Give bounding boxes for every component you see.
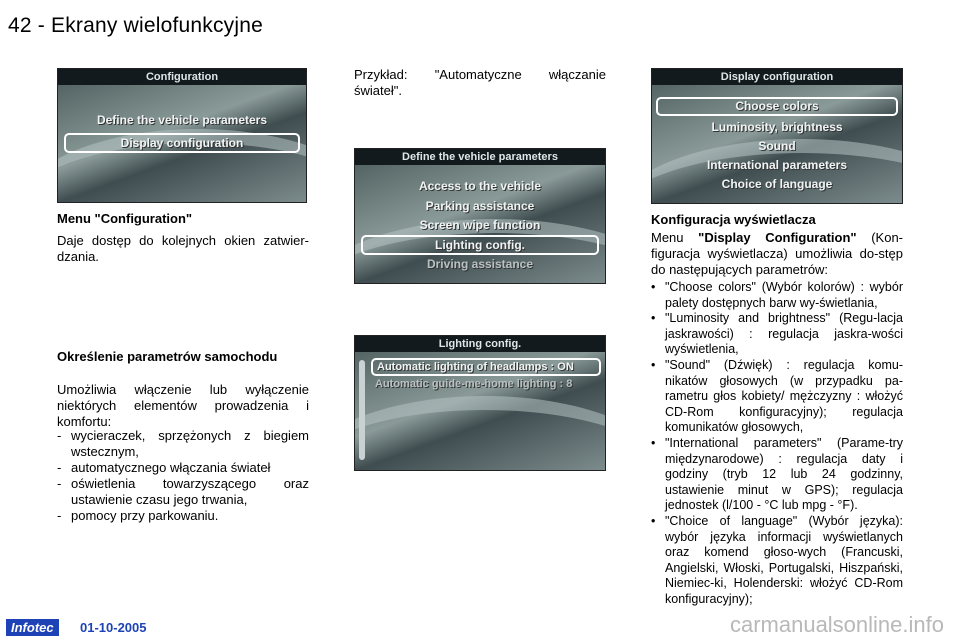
screen-title: Configuration bbox=[58, 69, 306, 85]
menu-item-screen-wipe-function: Screen wipe function bbox=[419, 218, 541, 232]
bullet-icon: • bbox=[651, 357, 656, 372]
text-vehicle-parameters: Umożliwia włączenie lub wyłączenie niektórych elementów prowadzenia i komfortu: bbox=[57, 382, 309, 429]
list-item-text: oświetlenia towarzyszącego oraz ustawienie czasu jego trwania, bbox=[71, 476, 309, 507]
list-item-text: "Choice of language" (Wybór języka): wybór języka informacji wyświetlanych oraz komend głoso-wych (Francuski, Angielski, Włoski, Portugalski, Hiszpański, Niemiec-ki, Holenderski: włożyć CD-Rom konfiguracyjny); bbox=[665, 513, 903, 606]
list-item bbox=[57, 428, 309, 460]
list-item-text: "Luminosity and brightness" (Regu-lacja jaskrawości) : regulacja jaskra-wości wyświetlenia, bbox=[665, 311, 903, 357]
text-display-configuration-intro bbox=[651, 230, 903, 278]
list-item bbox=[651, 514, 903, 608]
list-item bbox=[57, 476, 309, 508]
screen-lighting-config bbox=[354, 335, 606, 471]
list-item bbox=[57, 460, 309, 476]
list-item bbox=[651, 358, 903, 436]
page-header: 42 - Ekrany wielofunkcyjne bbox=[8, 14, 263, 37]
text-example: Przykład: "Automatyczne włączanie świateł". bbox=[354, 67, 606, 98]
list-dash: - bbox=[57, 476, 62, 491]
intro-menu-name: "Display Configuration" bbox=[698, 230, 857, 245]
bullet-icon: • bbox=[651, 513, 656, 528]
list-vehicle-parameters bbox=[57, 428, 309, 524]
list-item-text: "Choose colors" (Wybór kolorów) : wybór palety dostępnych barw wy-świetlania, bbox=[665, 280, 903, 310]
menu-item-access-to-vehicle: Access to the vehicle bbox=[418, 179, 542, 193]
list-item bbox=[651, 280, 903, 311]
list-dash: - bbox=[57, 428, 62, 443]
menu-item-lighting-config: Lighting config. bbox=[361, 235, 599, 255]
menu-item-define-vehicle-parameters: Define the vehicle parameters bbox=[96, 113, 268, 127]
heading-menu-configuration: Menu "Configuration" bbox=[57, 211, 193, 226]
list-item bbox=[57, 508, 309, 524]
list-item-text: wycieraczek, sprzężonych z biegiem wstecznym, bbox=[71, 428, 309, 459]
footer-date: 01-10-2005 bbox=[80, 620, 147, 635]
menu-item-luminosity-brightness: Luminosity, brightness bbox=[711, 120, 843, 134]
screen-define-vehicle-parameters bbox=[354, 148, 606, 284]
menu-item-parking-assistance: Parking assistance bbox=[425, 199, 535, 213]
scrollbar bbox=[359, 360, 365, 460]
list-item-text: "Sound" (Dźwięk) : regulacja komu-nikatów głosowych (w przypadku pa-rametru głos kobiety/ mężczyzny : włożyć CD-Rom konfiguracyjny); regulacja komunikatów głosowych, bbox=[665, 357, 903, 435]
text-menu-configuration: Daje dostęp do kolejnych okien zatwier-dzania. bbox=[57, 233, 309, 264]
list-item-text: pomocy przy parkowaniu. bbox=[71, 508, 219, 523]
list-item bbox=[651, 436, 903, 514]
screen-title: Define the vehicle parameters bbox=[355, 149, 605, 165]
option-automatic-lighting-headlamps: Automatic lighting of headlamps : ON bbox=[371, 358, 601, 376]
menu-item-choice-of-language: Choice of language bbox=[721, 177, 833, 191]
option-guide-me-home-lighting: Automatic guide-me-home lighting : 8 bbox=[375, 378, 573, 390]
heading-vehicle-parameters: Określenie parametrów samochodu bbox=[57, 349, 278, 364]
menu-item-choose-colors: Choose colors bbox=[656, 97, 898, 116]
screen-configuration bbox=[57, 68, 307, 203]
heading-display-configuration: Konfiguracja wyświetlacza bbox=[651, 212, 816, 227]
bullet-icon: • bbox=[651, 280, 656, 294]
bullet-icon: • bbox=[651, 311, 656, 326]
infotec-logo: Infotec bbox=[6, 619, 59, 636]
bullet-icon: • bbox=[651, 435, 656, 450]
intro-rest: (Kon-figuracja wyświetlacza) umożliwia do-stęp do następujących parametrów: bbox=[651, 230, 903, 277]
screen-title: Display configuration bbox=[652, 69, 902, 85]
list-item bbox=[651, 311, 903, 358]
menu-item-sound: Sound bbox=[758, 139, 796, 153]
menu-item-international-parameters: International parameters bbox=[706, 158, 848, 172]
intro-prefix: Menu bbox=[651, 230, 699, 245]
list-dash: - bbox=[57, 508, 62, 523]
screen-display-configuration bbox=[651, 68, 903, 204]
list-display-parameters bbox=[651, 280, 903, 607]
watermark: carmanualsonline.info bbox=[729, 612, 944, 637]
list-dash: - bbox=[57, 460, 62, 475]
screen-title: Lighting config. bbox=[355, 336, 605, 352]
list-item-text: "International parameters" (Parame-try międzynarodowe) : regulacja daty i godziny (tryb 12 lub 24 godzinny, ustawienie minut w GPS); regulacja jednostek (l/100 - °C lub mpg - °F). bbox=[665, 435, 903, 513]
screen-background-swoosh bbox=[354, 396, 606, 471]
menu-item-display-configuration: Display configuration bbox=[64, 133, 300, 153]
menu-item-driving-assistance: Driving assistance bbox=[426, 257, 534, 271]
list-item-text: automatycznego włączania świateł bbox=[71, 460, 271, 475]
